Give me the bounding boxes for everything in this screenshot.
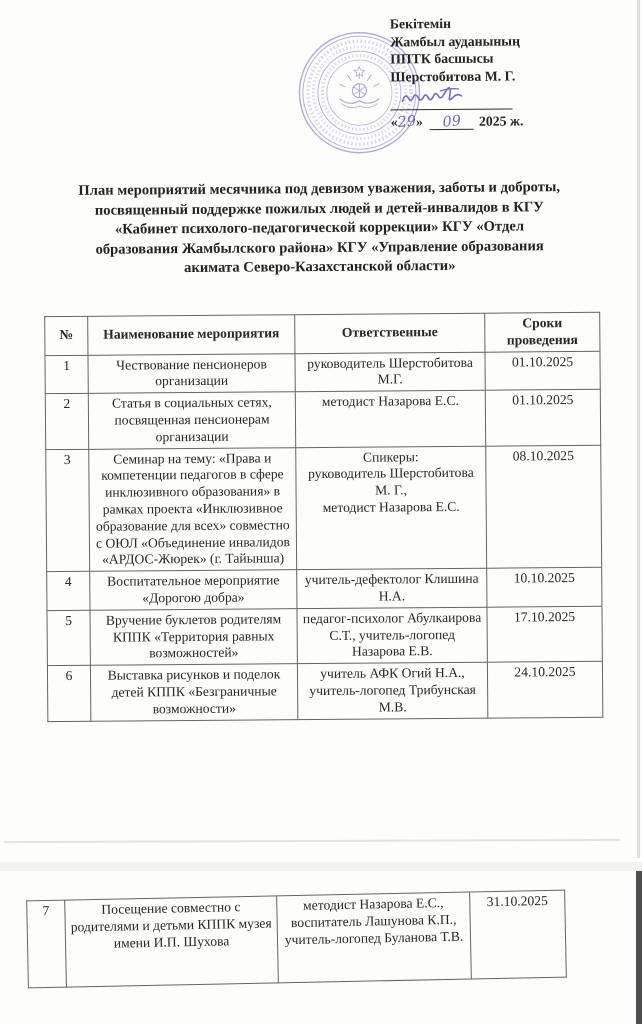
responsible-cell: педагог-психолог Абулкаирова С.Т., учитель-логопед Назарова Е.В.	[297, 607, 487, 664]
date-cell: 10.10.2025	[487, 567, 602, 606]
date-year: 2025 ж.	[478, 113, 524, 129]
event-name-cell: Выставка рисунков и поделок детей КППК «Безграничные возможности»	[90, 664, 297, 721]
row-number-cell: 1	[45, 355, 88, 394]
title-line-2: посвященный поддержке пожилых людей и детей-инвалидов в КГУ	[94, 198, 544, 219]
table-row	[47, 606, 602, 666]
event-name-cell: Семинар на тему: «Права и компетенции педагогов в сфере инклюзивного образования» в рамках проекта «Инклюзивное образование для всех» совместно с ОЮЛ «Объединение инвалидов «АРДОС-Жюрек» (г. Тайынша)	[89, 447, 297, 571]
document-title	[38, 178, 601, 280]
responsible-cell: учитель АФК Огий Н.А., учитель-логопед Трибунская М.В.	[297, 662, 487, 719]
responsible-cell: методист Назарова Е.С., воспитатель Лашунова К.П., учитель-логопед Буланова Т.В.	[277, 892, 472, 983]
handwritten-month: 09	[441, 113, 462, 131]
header-dates: Сроки проведения	[485, 312, 600, 351]
date-cell: 17.10.2025	[487, 606, 602, 662]
approval-line-4: Шерстобитова М. Г.	[390, 67, 516, 84]
event-name-cell: Чествование пенсионеров организации	[88, 353, 295, 393]
scan-right-edge-page1	[637, 0, 640, 858]
approval-line-1: Бекітемін	[389, 15, 452, 32]
date-open-quote: «	[390, 114, 398, 130]
header-number: №	[45, 316, 88, 355]
table-row	[45, 351, 600, 394]
header-responsible: Ответственные	[295, 313, 485, 353]
row-number-cell: 2	[45, 394, 88, 450]
event-name-cell: Статья в социальных сетях, посвященная пенсионерам организации	[88, 392, 295, 449]
date-cell: 31.10.2025	[470, 890, 567, 979]
events-table-body	[45, 351, 603, 721]
event-name-cell: Вручение буклетов родителям КППК «Территория равных возможностей»	[90, 608, 297, 665]
approval-block	[390, 14, 631, 132]
row-number-cell: 3	[46, 449, 90, 572]
title-line-3: «Кабинет психолого-педагогической коррекции» КГУ «Отдел	[114, 218, 525, 238]
date-cell: 24.10.2025	[487, 661, 602, 717]
scan-right-edge-page2	[636, 871, 642, 1024]
page-break-band	[0, 862, 642, 871]
approval-line-2: Жамбыл ауданының	[389, 32, 521, 49]
event-name-cell: Воспитательное мероприятие «Дорогою добра»	[90, 570, 297, 610]
header-event-name: Наименование мероприятия	[88, 315, 295, 355]
date-cell: 08.10.2025	[486, 445, 602, 568]
row-number-cell: 4	[47, 571, 90, 610]
events-table2-body	[27, 890, 567, 988]
table-row	[47, 567, 602, 610]
date-cell: 01.10.2025	[485, 351, 600, 390]
responsible-cell: учитель-дефектолог Клишина Н.А.	[297, 568, 487, 608]
signature-line	[390, 86, 512, 110]
title-line-1: План мероприятий месячника под девизом уважения, заботы и доброты,	[78, 179, 561, 199]
table-row	[47, 661, 602, 721]
responsible-cell: Спикеры: руководитель Шерстобитова М. Г., методист Назарова Е.С.	[296, 446, 487, 570]
row-number-cell: 6	[47, 665, 90, 721]
row-number-cell: 5	[47, 610, 90, 666]
month-underline	[430, 115, 474, 130]
table-header-row	[45, 312, 600, 355]
event-name-cell: Посещение совместно с родителями и детьми КППК музея имени И.П. Шухова	[65, 896, 279, 987]
events-table-page1	[44, 312, 603, 722]
row-number-cell: 7	[27, 900, 67, 988]
date-close-quote: »	[415, 114, 423, 130]
events-table-page2	[26, 890, 567, 989]
approval-date	[391, 112, 631, 132]
table-row	[46, 445, 602, 572]
table-row	[45, 389, 600, 449]
date-cell: 01.10.2025	[485, 389, 600, 445]
approval-line-3: ППТК басшысы	[390, 50, 494, 67]
responsible-cell: методист Назарова Е.С.	[295, 390, 485, 447]
handwritten-day: 29	[396, 113, 417, 132]
title-line-5: акимата Северо-Казахстанской области»	[184, 258, 456, 277]
responsible-cell: руководитель Шерстобитова М.Г.	[295, 352, 485, 392]
signature-scribble-icon	[398, 83, 502, 110]
title-line-4: образования Жамбылского района» КГУ «Управление образования	[95, 238, 544, 258]
table-row	[27, 890, 567, 988]
